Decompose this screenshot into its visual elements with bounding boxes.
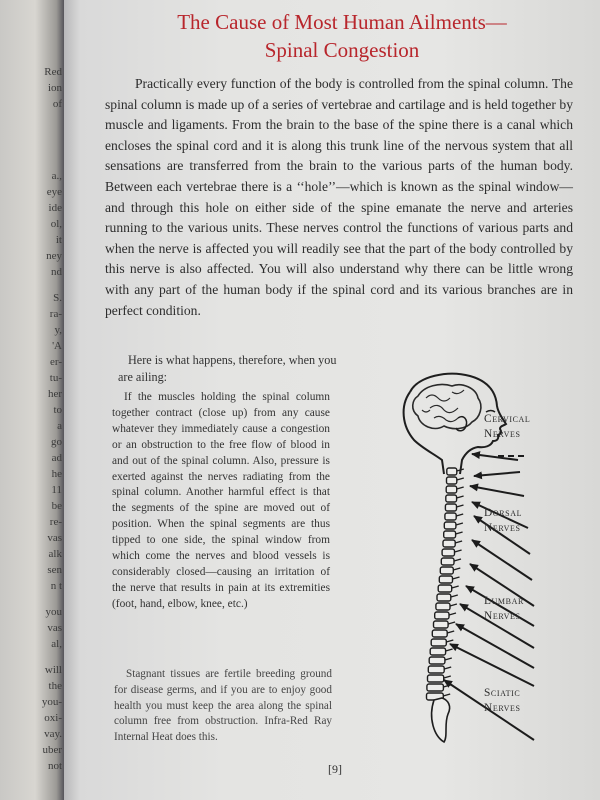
facing-page-fragment: tu- [49, 372, 62, 384]
body-paragraph: If the muscles holding the spinal column together contract (close up) from any cause whatever they immediately cause a congestion or an obstruction to the free flow of blood in and out of the spinal column. Also, pressure is exerted against the nerves radiating from the spinal column. Another harmful effect is that the segments of the spine are moved out of position. When the spinal segments are thus tipped to one side, the spinal window from which come the nerves and blood vessels is considerably closed—causing an irritation of the nerve that results in pain at its extremities (foot, hand, elbow, knee, etc.) [112, 391, 330, 610]
vertebra-process [457, 478, 464, 480]
label-dorsal-nerves: Dorsal Nerves [484, 507, 523, 534]
label-cervical-nerves: Cervical Nerves [484, 413, 531, 440]
closing-paragraph: Stagnant tissues are fertile breeding ground for disease germs, and if you are to enjoy good health you must keep the area along the spinal column free from obstruction. Infra-Red Ray Internal Heat does this. [114, 668, 332, 744]
vertebra-process [457, 505, 464, 507]
label-lumbar-nerves: Lumbar Nerves [484, 595, 524, 622]
facing-page-fragment: ion [47, 82, 62, 94]
facing-page-fragment: a., [51, 170, 62, 182]
facing-page-fragment: Red [44, 66, 62, 78]
facing-page-fragment: you- [41, 696, 62, 708]
vertebra [435, 612, 449, 619]
lead-paragraph: Here is what happens, therefore, when you are ailing: [118, 353, 337, 384]
vertebra-process [451, 595, 458, 597]
facing-page-fragment: will [44, 664, 62, 676]
facing-page-fragment: ra- [49, 308, 62, 320]
nerve-arrow [470, 486, 524, 496]
facing-page-fragment: ney [46, 250, 62, 262]
vertebra-process [447, 631, 454, 633]
vertebra-process [443, 685, 450, 687]
vertebra [438, 585, 452, 592]
sacrum [432, 698, 450, 742]
vertebra [439, 576, 452, 583]
vertebra [432, 630, 447, 637]
facing-page-fragment: vas [47, 622, 62, 634]
vertebra-process [450, 604, 457, 606]
vertebra [441, 558, 454, 565]
vertebra [427, 684, 444, 691]
vertebra [447, 468, 457, 475]
vertebra [434, 621, 449, 628]
vertebra-process [455, 550, 462, 552]
facing-page-fragment: a [57, 420, 62, 432]
vertebra-process [454, 559, 461, 561]
vertebra [446, 495, 457, 502]
vertebra [428, 666, 444, 673]
vertebra [430, 648, 445, 655]
vertebra-process [453, 568, 460, 570]
vertebra [445, 513, 456, 520]
vertebra [446, 486, 457, 493]
facing-page-fragment: you [45, 606, 62, 618]
facing-page-fragment: not [47, 760, 62, 772]
vertebra-process [457, 469, 464, 471]
intro-paragraph: Practically every function of the body is controlled from the spinal column. The spinal column is made up of a series of vertebrae and cartilage and is held together by muscle and ligaments. From the brain to the base of the spine there is a canal which encloses the spinal cord and it is along this trunk line of the nervous system that all sensations are transferred from the brain to the various parts of the human body. Between each vertebrae there is a ‘‘hole’’—which is known as the spinal window—and through this hole on either side of the spine emanate the nerve and arteries running to the various units. These nerves control the functions of various parts and when the nerve is affected you will readily see that the part of the body controlled by this nerve is also affected. You will also understand why there can be little wrong with any part of the human body if the spinal cord and its various branches are in perfect condition. [105, 76, 573, 318]
facing-page-edge [0, 0, 64, 800]
vertebra-process [452, 586, 459, 588]
nerve-arrow [474, 472, 520, 476]
facing-page-fragment: er- [50, 356, 62, 368]
facing-page-fragment: to [53, 404, 62, 416]
spinal-column [427, 468, 464, 742]
vertebra [445, 504, 456, 511]
facing-page-fragment: vay. [44, 728, 62, 740]
vertebra [442, 549, 454, 556]
spine-illustration [348, 368, 588, 748]
vertebra-process [453, 577, 460, 579]
facing-page-fragment: n t [50, 580, 62, 592]
facing-page-fragment: ol, [50, 218, 62, 230]
vertebra-process [448, 622, 455, 624]
facing-page-fragment: 11 [51, 484, 62, 496]
facing-page-fragment: re- [49, 516, 62, 528]
facing-page-fragment: y, [54, 324, 62, 336]
vertebra [428, 675, 444, 682]
facing-page-fragment: be [51, 500, 62, 512]
facing-page-fragment: go [51, 436, 62, 448]
vertebra-process [457, 487, 464, 489]
facing-page-fragment: nd [51, 266, 62, 278]
label-sciatic-nerves: Sciatic Nerves [484, 687, 521, 714]
facing-page-fragment: S. [53, 292, 62, 304]
vertebra-process [443, 694, 450, 696]
book-page [64, 0, 600, 800]
facing-page-fragment: uber [42, 744, 62, 756]
facing-page-fragment: vas [47, 532, 62, 544]
facing-page-fragment: eye [46, 186, 62, 198]
title-line-1: The Cause of Most Human Ailments— [177, 10, 507, 34]
vertebra-process [456, 532, 463, 534]
vertebra-process [456, 523, 463, 525]
facing-page-fragment: al, [51, 638, 62, 650]
facing-page-fragment: 'A [52, 340, 62, 352]
vertebra-process [456, 514, 463, 516]
title-line-2: Spinal Congestion [264, 38, 420, 62]
vertebra [437, 594, 451, 601]
facing-page-fragment: it [55, 234, 62, 246]
vertebra [444, 522, 456, 529]
page-title [104, 8, 580, 64]
page-number: [9] [328, 762, 342, 776]
facing-page-fragment: alk [48, 548, 62, 560]
facing-page-fragment: ad [51, 452, 62, 464]
vertebra-process [446, 649, 453, 651]
vertebra-process [449, 613, 456, 615]
vertebra [431, 639, 446, 646]
vertebra-process [446, 640, 453, 642]
vertebra-process [455, 541, 462, 543]
brain [413, 384, 481, 428]
nerve-arrow [472, 540, 532, 580]
facing-page-fragment: he [51, 468, 62, 480]
facing-page-fragment: ide [48, 202, 62, 214]
vertebra [444, 531, 456, 538]
facing-page-fragment: sen [47, 564, 62, 576]
facing-page-fragment: her [47, 388, 62, 400]
vertebra-process [445, 658, 452, 660]
vertebra-process [444, 667, 451, 669]
head-back [404, 392, 444, 474]
facing-page-fragment: of [52, 98, 62, 110]
vertebra-process [457, 496, 464, 498]
vertebra [440, 567, 453, 574]
nerve-arrow [450, 644, 534, 686]
vertebra [447, 477, 457, 484]
vertebra-process [444, 676, 451, 678]
vertebra [436, 603, 450, 610]
vertebra [429, 657, 445, 664]
facing-page-fragment: the [48, 680, 62, 692]
facing-page-fragment: oxi- [44, 712, 62, 724]
vertebra [443, 540, 455, 547]
nerve-arrow [456, 624, 534, 668]
